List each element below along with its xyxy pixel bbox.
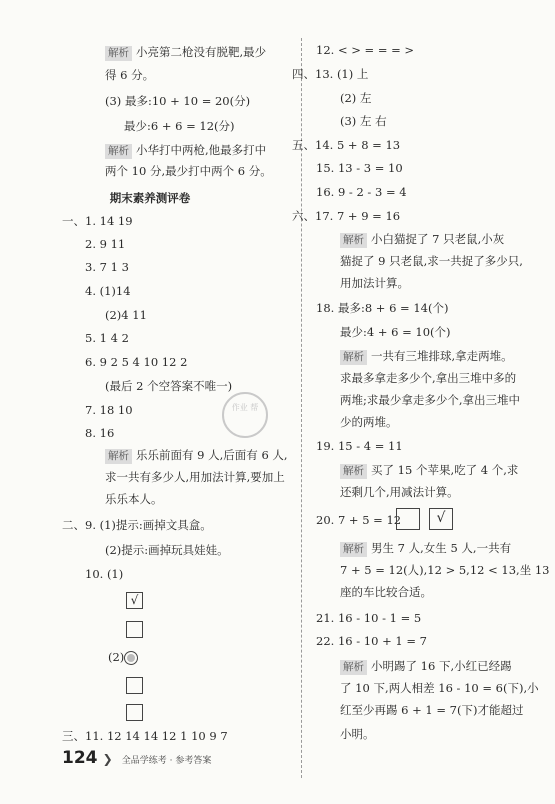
line: 6. 9 2 5 4 10 12 2	[85, 355, 188, 369]
line: 解析 买了 15 个苹果,吃了 4 个,求	[340, 462, 518, 479]
line: 解析 小明踢了 16 下,小红已经踢	[340, 658, 512, 675]
footer-text: 全品学练考 · 参考答案	[121, 756, 212, 766]
line: 10. (1)	[85, 567, 124, 581]
line: 7. 18 10	[85, 403, 133, 417]
line: 21. 16 - 10 - 1 = 5	[316, 611, 422, 625]
empty-box	[126, 676, 143, 694]
line: 3. 7 1 3	[85, 260, 129, 274]
line: 16. 9 - 2 - 3 = 4	[316, 185, 407, 199]
line: 解析 小亮第二枪没有脱靶,最少	[105, 44, 266, 61]
line: 12. < > = = = >	[316, 43, 415, 57]
line: 22. 16 - 10 + 1 = 7	[316, 634, 427, 648]
line: 解析 一共有三堆排球,拿走两堆。	[340, 348, 513, 365]
analysis-tag: 解析	[340, 464, 367, 479]
line: 红至少再踢 6 + 1 = 7(下)才能超过	[340, 703, 524, 717]
line: 解析 乐乐前面有 9 人,后面有 6 人,	[105, 447, 288, 464]
page-footer	[62, 748, 211, 768]
line: 两堆;求最少拿走多少个,拿出三堆中	[340, 393, 521, 407]
line: (3) 左 右	[340, 114, 387, 128]
line: 两个 10 分,最少打中两个 6 分。	[105, 164, 272, 178]
empty-box	[126, 703, 143, 721]
arrow-icon: ❯	[102, 752, 113, 766]
line: 2. 9 11	[85, 237, 126, 251]
stamp-watermark: 作业 帮	[222, 392, 268, 438]
line: 得 6 分。	[105, 68, 155, 82]
analysis-tag: 解析	[340, 542, 367, 557]
line: 解析 男生 7 人,女生 5 人,一共有	[340, 540, 511, 557]
line: 四、13. (1) 上	[292, 67, 369, 81]
line: 三、11. 12 14 14 12 1 10 9 7	[62, 729, 228, 743]
line: 一、1. 14 19	[62, 214, 133, 228]
line: 了 10 下,两人相差 16 - 10 = 6(下),小	[340, 681, 539, 695]
line: 5. 1 4 2	[85, 331, 129, 345]
right-column	[292, 0, 555, 804]
line: 五、14. 5 + 8 = 13	[292, 138, 401, 152]
analysis-tag: 解析	[340, 350, 367, 365]
line: (2)提示:画掉玩具娃娃。	[105, 543, 229, 557]
line: 求一共有多少人,用加法计算,要加上	[105, 470, 285, 484]
section-heading: 期末素养测评卷	[109, 191, 191, 205]
line: 7 + 5 = 12(人),12 > 5,12 < 13,坐 13	[340, 563, 550, 577]
empty-box	[126, 620, 143, 638]
line: 乐乐本人。	[105, 492, 163, 506]
line: (2) 左	[340, 91, 372, 105]
line: (2)4 11	[105, 308, 147, 322]
line: 求最多拿走多少个,拿出三堆中多的	[340, 371, 517, 385]
line: 8. 16	[85, 426, 115, 440]
line: (3) 最多:10 + 10 = 20(分)	[105, 94, 251, 108]
line: 解析 小白猫捉了 7 只老鼠,小灰	[340, 231, 504, 248]
line: 六、17. 7 + 9 = 16	[292, 209, 401, 223]
line: 用加法计算。	[340, 276, 409, 290]
analysis-tag: 解析	[105, 144, 132, 159]
empty-box	[396, 508, 420, 530]
checked-box: √	[126, 591, 143, 609]
line: (最后 2 个空答案不唯一)	[105, 379, 233, 393]
line: 解析 小华打中两枪,他最多打中	[105, 142, 266, 159]
line: 20. 7 + 5 = 12	[316, 513, 402, 527]
line: 座的车比较合适。	[340, 585, 432, 599]
line: 15. 13 - 3 = 10	[316, 161, 403, 175]
line: 最少:4 + 6 = 10(个)	[340, 325, 451, 339]
line: 还剩几个,用减法计算。	[340, 485, 459, 499]
analysis-tag: 解析	[105, 449, 132, 464]
analysis-tag: 解析	[340, 660, 367, 675]
line: 最少:6 + 6 = 12(分)	[124, 119, 235, 133]
checked-box: √	[429, 508, 453, 530]
line: 少的两堆。	[340, 415, 398, 429]
line: 18. 最多:8 + 6 = 14(个)	[316, 301, 449, 315]
line: 猫捉了 9 只老鼠,求一共捉了多少只,	[340, 254, 523, 268]
line: 小明。	[340, 727, 375, 741]
line: 4. (1)14	[85, 284, 131, 298]
line: (2)	[108, 649, 138, 665]
analysis-tag: 解析	[340, 233, 367, 248]
analysis-tag: 解析	[105, 46, 132, 61]
line: 19. 15 - 4 = 11	[316, 439, 403, 453]
circle-icon	[124, 651, 138, 665]
line: 二、9. (1)提示:画掉文具盒。	[62, 518, 212, 532]
page-number: 124	[62, 748, 98, 768]
